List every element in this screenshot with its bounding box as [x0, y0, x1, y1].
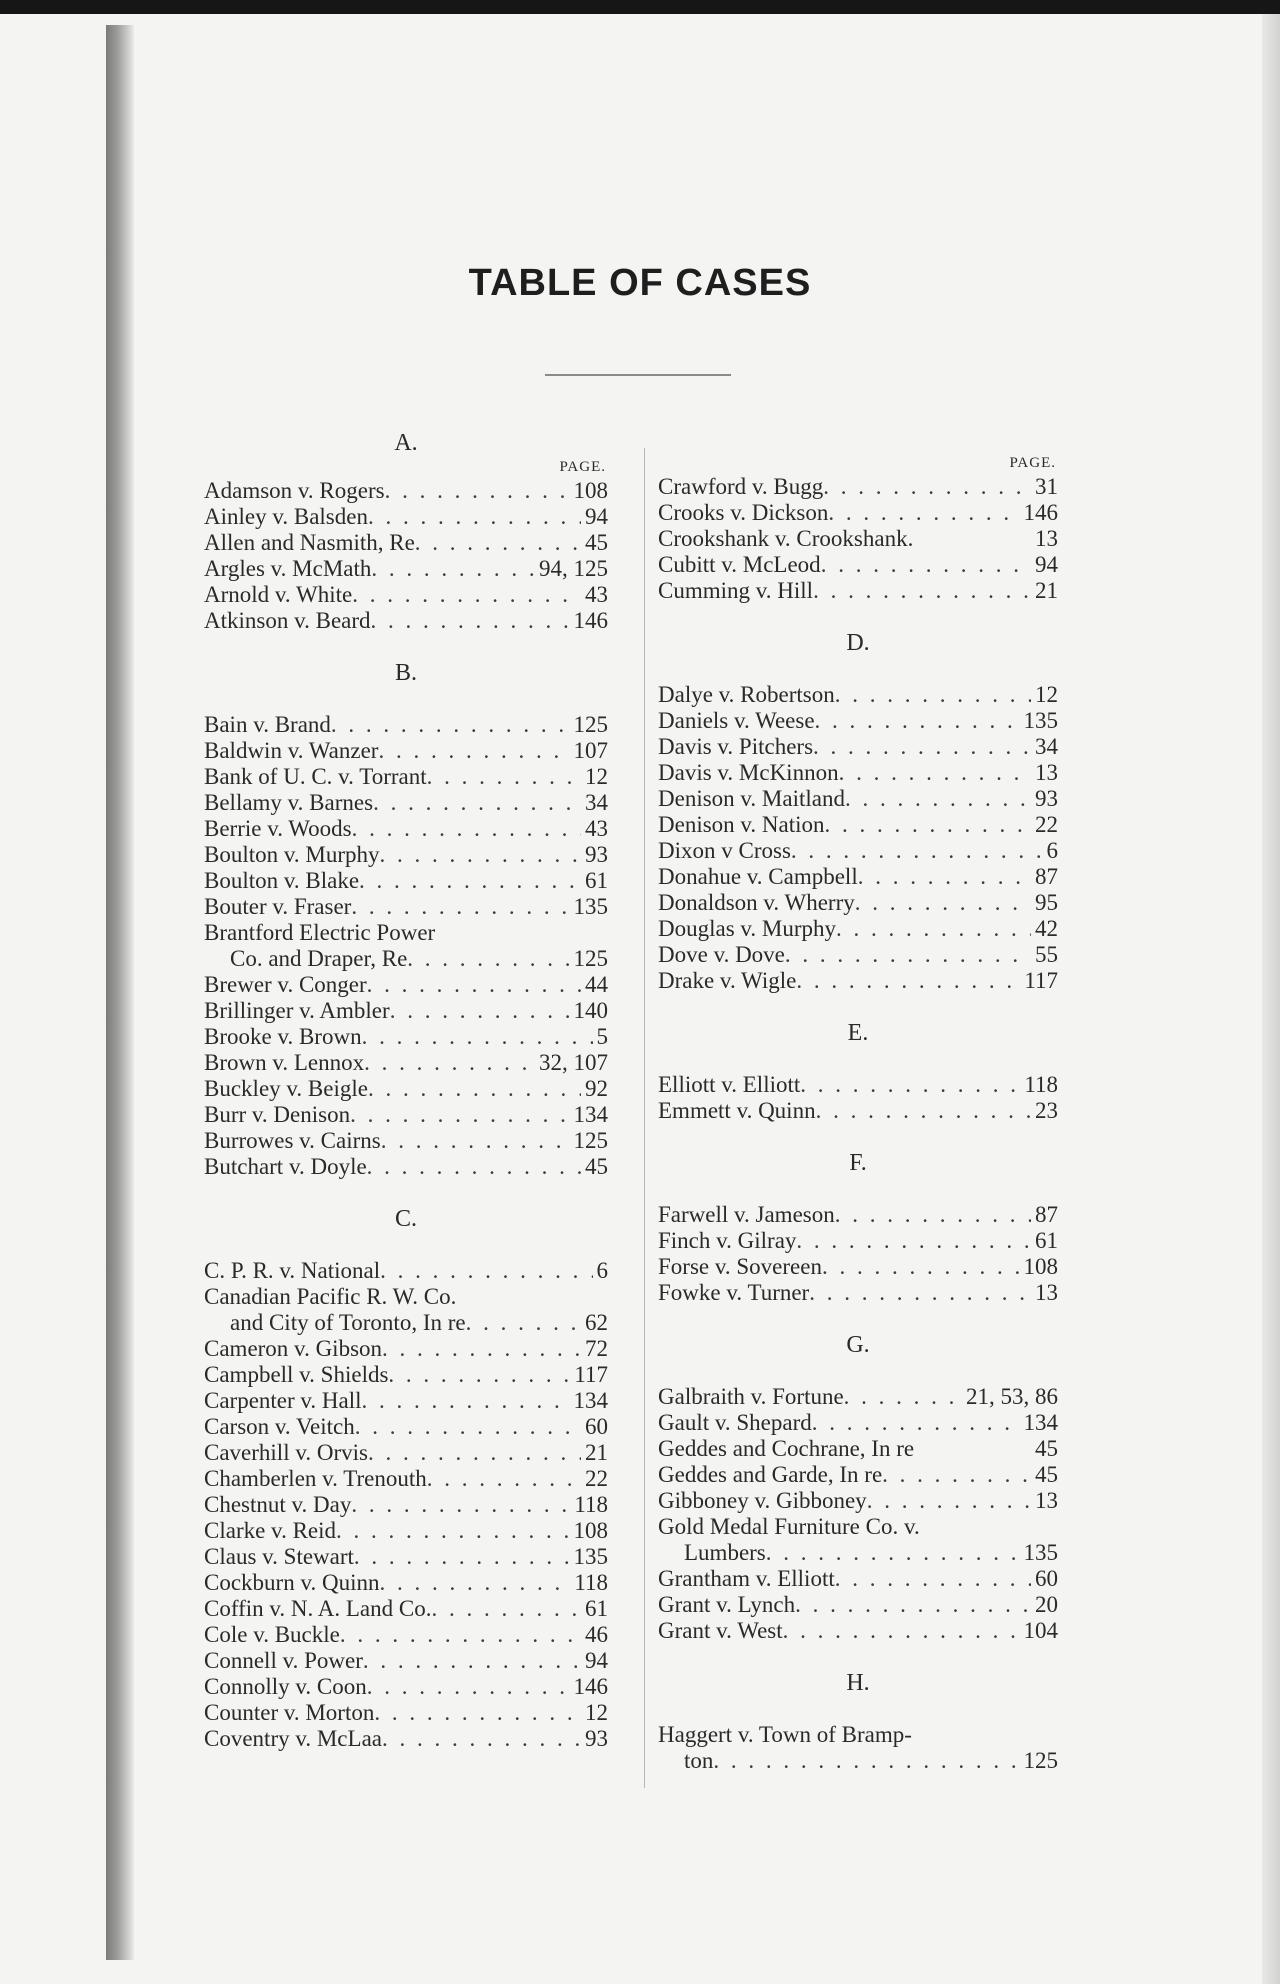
section-letter-e: E.: [847, 1020, 869, 1046]
case-name: Arnold v. White: [204, 582, 353, 607]
title-rule: [545, 374, 731, 376]
page-title: TABLE OF CASES: [468, 262, 812, 304]
case-name: Grant v. West: [658, 1618, 783, 1643]
case-entry: [658, 890, 1058, 916]
case-name: Baldwin v. Wanzer: [204, 738, 379, 763]
case-entry: [658, 916, 1058, 942]
case-page: 118: [1024, 1072, 1058, 1097]
case-entry: [204, 1648, 608, 1674]
case-entry: [204, 764, 608, 790]
case-page: 61: [585, 1596, 608, 1621]
case-page: 21: [1035, 578, 1058, 603]
section-letter-d: D.: [846, 630, 870, 656]
case-entry: [204, 712, 608, 738]
case-entry: [204, 894, 608, 920]
case-entry: [658, 1722, 1058, 1748]
case-name: Co. and Draper, Re: [230, 946, 408, 971]
case-page: 42: [1035, 916, 1058, 941]
case-entry: [204, 1076, 608, 1102]
case-name: Cockburn v. Quinn: [204, 1570, 380, 1595]
case-entry: [204, 504, 608, 530]
case-page: 146: [573, 608, 608, 633]
left-column: [204, 430, 608, 1752]
case-name: Crooks v. Dickson: [658, 500, 829, 525]
case-entry: [204, 608, 608, 634]
case-page: 32, 107: [539, 1050, 608, 1075]
case-name: ton: [684, 1748, 714, 1773]
case-page: 20: [1035, 1592, 1058, 1617]
case-entry: [658, 1618, 1058, 1644]
case-name: Carpenter v. Hall: [204, 1388, 362, 1413]
section-letter-g: G.: [846, 1332, 870, 1358]
case-page: 60: [585, 1414, 608, 1439]
case-page: 125: [573, 946, 608, 971]
case-name: Adamson v. Rogers: [204, 478, 385, 503]
case-entry: [658, 1410, 1058, 1436]
case-page: 108: [1023, 1254, 1058, 1279]
section-letter-b: B.: [394, 660, 417, 686]
case-entry: [204, 1622, 608, 1648]
case-name: Clarke v. Reid: [204, 1518, 337, 1543]
case-entry: [204, 1336, 608, 1362]
case-name: Forse v. Sovereen: [658, 1254, 822, 1279]
section-e-entries: [658, 1072, 1058, 1124]
section-c-continued-entries: [658, 474, 1058, 604]
case-name: C. P. R. v. National: [204, 1258, 381, 1283]
case-name: Buckley v. Beigle: [204, 1076, 368, 1101]
case-page: 43: [585, 816, 608, 841]
section-f-entries: [658, 1202, 1058, 1306]
case-entry: [204, 1544, 608, 1570]
case-page: 34: [1035, 734, 1058, 759]
case-name: Fowke v. Turner: [658, 1280, 810, 1305]
case-page: 140: [573, 998, 608, 1023]
case-entry: [204, 868, 608, 894]
case-page: 134: [1023, 1410, 1058, 1435]
case-name: Gibboney v. Gibboney: [658, 1488, 867, 1513]
case-name: Crookshank v. Crookshank.: [658, 526, 914, 551]
case-page: 22: [1035, 812, 1058, 837]
page-column-header: PAGE.: [559, 459, 606, 475]
case-page: 12: [585, 1700, 608, 1725]
case-entry: [204, 738, 608, 764]
case-page: 108: [573, 1518, 608, 1543]
case-name: Finch v. Gilray: [658, 1228, 797, 1253]
case-page: 135: [1023, 708, 1058, 733]
case-name: Galbraith v. Fortune: [658, 1384, 844, 1409]
case-entry: [658, 552, 1058, 578]
case-page: 94, 125: [539, 556, 608, 581]
section-b-entries: [204, 712, 608, 1180]
section-letter-c: C.: [394, 1206, 417, 1232]
case-entry: [658, 682, 1058, 708]
case-entry: [204, 1570, 608, 1596]
case-entry: [658, 1280, 1058, 1306]
case-entry: [204, 556, 608, 582]
section-letter-h: H.: [846, 1670, 870, 1696]
case-entry: [204, 842, 608, 868]
case-name: Campbell v. Shields: [204, 1362, 389, 1387]
case-name: Claus v. Stewart: [204, 1544, 354, 1569]
case-entry: [658, 1488, 1058, 1514]
case-name: Emmett v. Quinn: [658, 1098, 816, 1123]
case-page: 95: [1035, 890, 1058, 915]
case-name: Chamberlen v. Trenouth: [204, 1466, 427, 1491]
section-d-entries: [658, 682, 1058, 994]
case-entry: [204, 816, 608, 842]
case-page: 12: [1035, 682, 1058, 707]
case-entry: [204, 1388, 608, 1414]
case-page: 62: [585, 1310, 608, 1335]
case-name: Brooke v. Brown: [204, 1024, 362, 1049]
case-name: Bank of U. C. v. Torrant: [204, 764, 427, 789]
case-page: 87: [1035, 864, 1058, 889]
case-entry: [658, 474, 1058, 500]
page-column-header: PAGE.: [1009, 455, 1056, 471]
case-name: Brantford Electric Power: [204, 920, 436, 945]
case-name: Gault v. Shepard: [658, 1410, 812, 1435]
case-name: Cumming v. Hill: [658, 578, 814, 603]
case-page: 117: [1024, 968, 1058, 993]
case-page: 125: [573, 1128, 608, 1153]
case-entry: [204, 1284, 608, 1310]
case-entry: [658, 968, 1058, 994]
case-entry: [204, 1102, 608, 1128]
case-entry: [204, 920, 608, 946]
case-page: 92: [585, 1076, 608, 1101]
case-page: 108: [573, 478, 608, 503]
case-entry: [658, 942, 1058, 968]
case-entry: [204, 1258, 608, 1284]
right-column: [658, 430, 1058, 1774]
case-name: Berrie v. Woods: [204, 816, 352, 841]
case-page: 135: [573, 894, 608, 919]
case-entry: [204, 1518, 608, 1544]
case-page: 45: [1035, 1462, 1058, 1487]
case-page: 61: [1035, 1228, 1058, 1253]
case-entry: [658, 1436, 1058, 1462]
case-entry: [204, 1440, 608, 1466]
case-entry-continuation: [204, 1310, 608, 1336]
case-page: 23: [1035, 1098, 1058, 1123]
case-page: 12: [585, 764, 608, 789]
case-page: 45: [585, 530, 608, 555]
case-page: 55: [1035, 942, 1058, 967]
case-name: Douglas v. Murphy: [658, 916, 837, 941]
case-page: 107: [573, 738, 608, 763]
case-name: Geddes and Cochrane, In re: [658, 1436, 915, 1461]
case-entry: [658, 812, 1058, 838]
case-page: 72: [585, 1336, 608, 1361]
case-name: Connell v. Power: [204, 1648, 363, 1673]
case-name: Donaldson v. Wherry: [658, 890, 855, 915]
case-name: Brown v. Lennox: [204, 1050, 365, 1075]
case-name: Bain v. Brand: [204, 712, 331, 737]
case-name: Elliott v. Elliott: [658, 1072, 801, 1097]
case-entry: [204, 582, 608, 608]
case-entry: [204, 790, 608, 816]
case-entry: [658, 526, 1058, 552]
case-entry: [204, 1154, 608, 1180]
case-name: Daniels v. Weese: [658, 708, 815, 733]
case-page: 45: [1035, 1436, 1058, 1461]
case-page: 13: [1035, 1488, 1058, 1513]
case-page: 13: [1035, 526, 1058, 551]
case-page: 135: [1023, 1540, 1058, 1565]
case-page: 104: [1023, 1618, 1058, 1643]
case-page: 61: [585, 868, 608, 893]
case-name: Argles v. McMath: [204, 556, 372, 581]
section-h-entries: [658, 1722, 1058, 1774]
case-page: 31: [1035, 474, 1058, 499]
case-entry: [204, 1024, 608, 1050]
case-page: 87: [1035, 1202, 1058, 1227]
case-name: Cubitt v. McLeod: [658, 552, 821, 577]
scan-top-edge: [0, 0, 1280, 14]
case-entry: [204, 998, 608, 1024]
section-g-entries: [658, 1384, 1058, 1644]
case-page: 46: [585, 1622, 608, 1647]
case-entry-continuation: [204, 946, 608, 972]
case-page: 93: [585, 1726, 608, 1751]
case-entry: [658, 864, 1058, 890]
case-name: Lumbers: [684, 1540, 766, 1565]
case-name: Denison v. Maitland: [658, 786, 845, 811]
case-entry: [204, 530, 608, 556]
case-page: 22: [585, 1466, 608, 1491]
section-letter-f: F.: [849, 1150, 867, 1176]
case-page: 6: [596, 1258, 608, 1283]
case-name: Carson v. Veitch: [204, 1414, 355, 1439]
case-entry: [204, 1414, 608, 1440]
case-entry: [658, 578, 1058, 604]
case-name: Connolly v. Coon: [204, 1674, 367, 1699]
case-page: 43: [585, 582, 608, 607]
section-letter-a: A.: [394, 430, 418, 456]
case-name: Haggert v. Town of Bramp-: [658, 1722, 912, 1747]
case-name: Denison v. Nation: [658, 812, 825, 837]
case-name: Brillinger v. Ambler: [204, 998, 390, 1023]
case-name: Burr v. Denison: [204, 1102, 351, 1127]
case-page: 134: [573, 1102, 608, 1127]
case-entry: [658, 786, 1058, 812]
case-page: 125: [1023, 1748, 1058, 1773]
case-entry: [204, 1726, 608, 1752]
case-name: Dove v. Dove: [658, 942, 785, 967]
case-page: 125: [573, 712, 608, 737]
case-entry: [204, 1596, 608, 1622]
case-entry-continuation: [658, 1748, 1058, 1774]
case-name: Boulton v. Murphy: [204, 842, 380, 867]
case-page: 93: [1035, 786, 1058, 811]
case-entry: [204, 1050, 608, 1076]
case-page: 13: [1035, 1280, 1058, 1305]
case-name: Bouter v. Fraser: [204, 894, 352, 919]
case-name: Cameron v. Gibson: [204, 1336, 383, 1361]
case-page: 135: [573, 1544, 608, 1569]
case-entry: [204, 1362, 608, 1388]
case-name: Brewer v. Conger: [204, 972, 367, 997]
case-page: 117: [574, 1362, 608, 1387]
case-page: 118: [574, 1492, 608, 1517]
case-name: Atkinson v. Beard: [204, 608, 371, 633]
case-name: Bellamy v. Barnes: [204, 790, 374, 815]
case-entry: [658, 1566, 1058, 1592]
case-page: 146: [573, 1674, 608, 1699]
case-page: 21, 53, 86: [966, 1384, 1058, 1409]
case-entry-continuation: [658, 1540, 1058, 1566]
case-page: 134: [573, 1388, 608, 1413]
case-entry: [204, 1128, 608, 1154]
section-c-entries: [204, 1258, 608, 1752]
section-a-entries: [204, 478, 608, 634]
case-name: Caverhill v. Orvis: [204, 1440, 368, 1465]
case-name: Gold Medal Furniture Co. v.: [658, 1514, 920, 1539]
case-entry: [658, 1514, 1058, 1540]
case-name: Coffin v. N. A. Land Co.: [204, 1596, 432, 1621]
case-page: 94: [1035, 552, 1058, 577]
case-page: 118: [574, 1570, 608, 1595]
case-name: Coventry v. McLaa: [204, 1726, 382, 1751]
case-name: Grant v. Lynch: [658, 1592, 796, 1617]
case-name: Grantham v. Elliott: [658, 1566, 835, 1591]
case-entry: [658, 838, 1058, 864]
case-entry: [658, 1254, 1058, 1280]
case-entry: [658, 1592, 1058, 1618]
case-entry: [658, 1098, 1058, 1124]
case-page: 34: [585, 790, 608, 815]
case-name: Counter v. Morton: [204, 1700, 375, 1725]
book-spine-shadow: [106, 25, 134, 1960]
case-page: 44: [585, 972, 608, 997]
case-entry: [204, 1700, 608, 1726]
case-entry: [658, 1072, 1058, 1098]
case-name: Dixon v Cross: [658, 838, 791, 863]
case-name: Cole v. Buckle: [204, 1622, 340, 1647]
case-name: Chestnut v. Day: [204, 1492, 352, 1517]
case-entry: [204, 478, 608, 504]
case-name: Donahue v. Campbell: [658, 864, 858, 889]
case-page: 93: [585, 842, 608, 867]
case-entry: [204, 1492, 608, 1518]
case-page: 21: [585, 1440, 608, 1465]
case-name: Ainley v. Balsden: [204, 504, 368, 529]
case-entry: [658, 734, 1058, 760]
case-entry: [204, 1674, 608, 1700]
case-page: 45: [585, 1154, 608, 1179]
case-entry: [658, 760, 1058, 786]
case-page: 94: [585, 504, 608, 529]
case-name: Canadian Pacific R. W. Co.: [204, 1284, 457, 1309]
case-name: Burrowes v. Cairns: [204, 1128, 381, 1153]
case-name: Davis v. McKinnon: [658, 760, 839, 785]
column-divider: [644, 448, 645, 1788]
case-entry: [204, 1466, 608, 1492]
case-name: Davis v. Pitchers: [658, 734, 814, 759]
case-name: Butchart v. Doyle: [204, 1154, 367, 1179]
case-entry: [658, 1462, 1058, 1488]
case-page: 13: [1035, 760, 1058, 785]
case-page: 146: [1023, 500, 1058, 525]
case-entry: [658, 1202, 1058, 1228]
case-name: and City of Toronto, In re: [230, 1310, 466, 1335]
case-page: 6: [1046, 838, 1058, 863]
case-entry: [658, 1228, 1058, 1254]
case-name: Boulton v. Blake: [204, 868, 360, 893]
case-page: 60: [1035, 1566, 1058, 1591]
case-name: Geddes and Garde, In re: [658, 1462, 883, 1487]
case-name: Allen and Nasmith, Re: [204, 530, 415, 555]
case-entry: [658, 500, 1058, 526]
case-name: Crawford v. Bugg: [658, 474, 824, 499]
case-name: Dalye v. Robertson: [658, 682, 835, 707]
case-entry: [658, 1384, 1058, 1410]
case-name: Farwell v. Jameson: [658, 1202, 835, 1227]
case-name: Drake v. Wigle: [658, 968, 797, 993]
case-page: 94: [585, 1648, 608, 1673]
case-page: 5: [596, 1024, 608, 1049]
case-entry: [204, 972, 608, 998]
case-entry: [658, 708, 1058, 734]
